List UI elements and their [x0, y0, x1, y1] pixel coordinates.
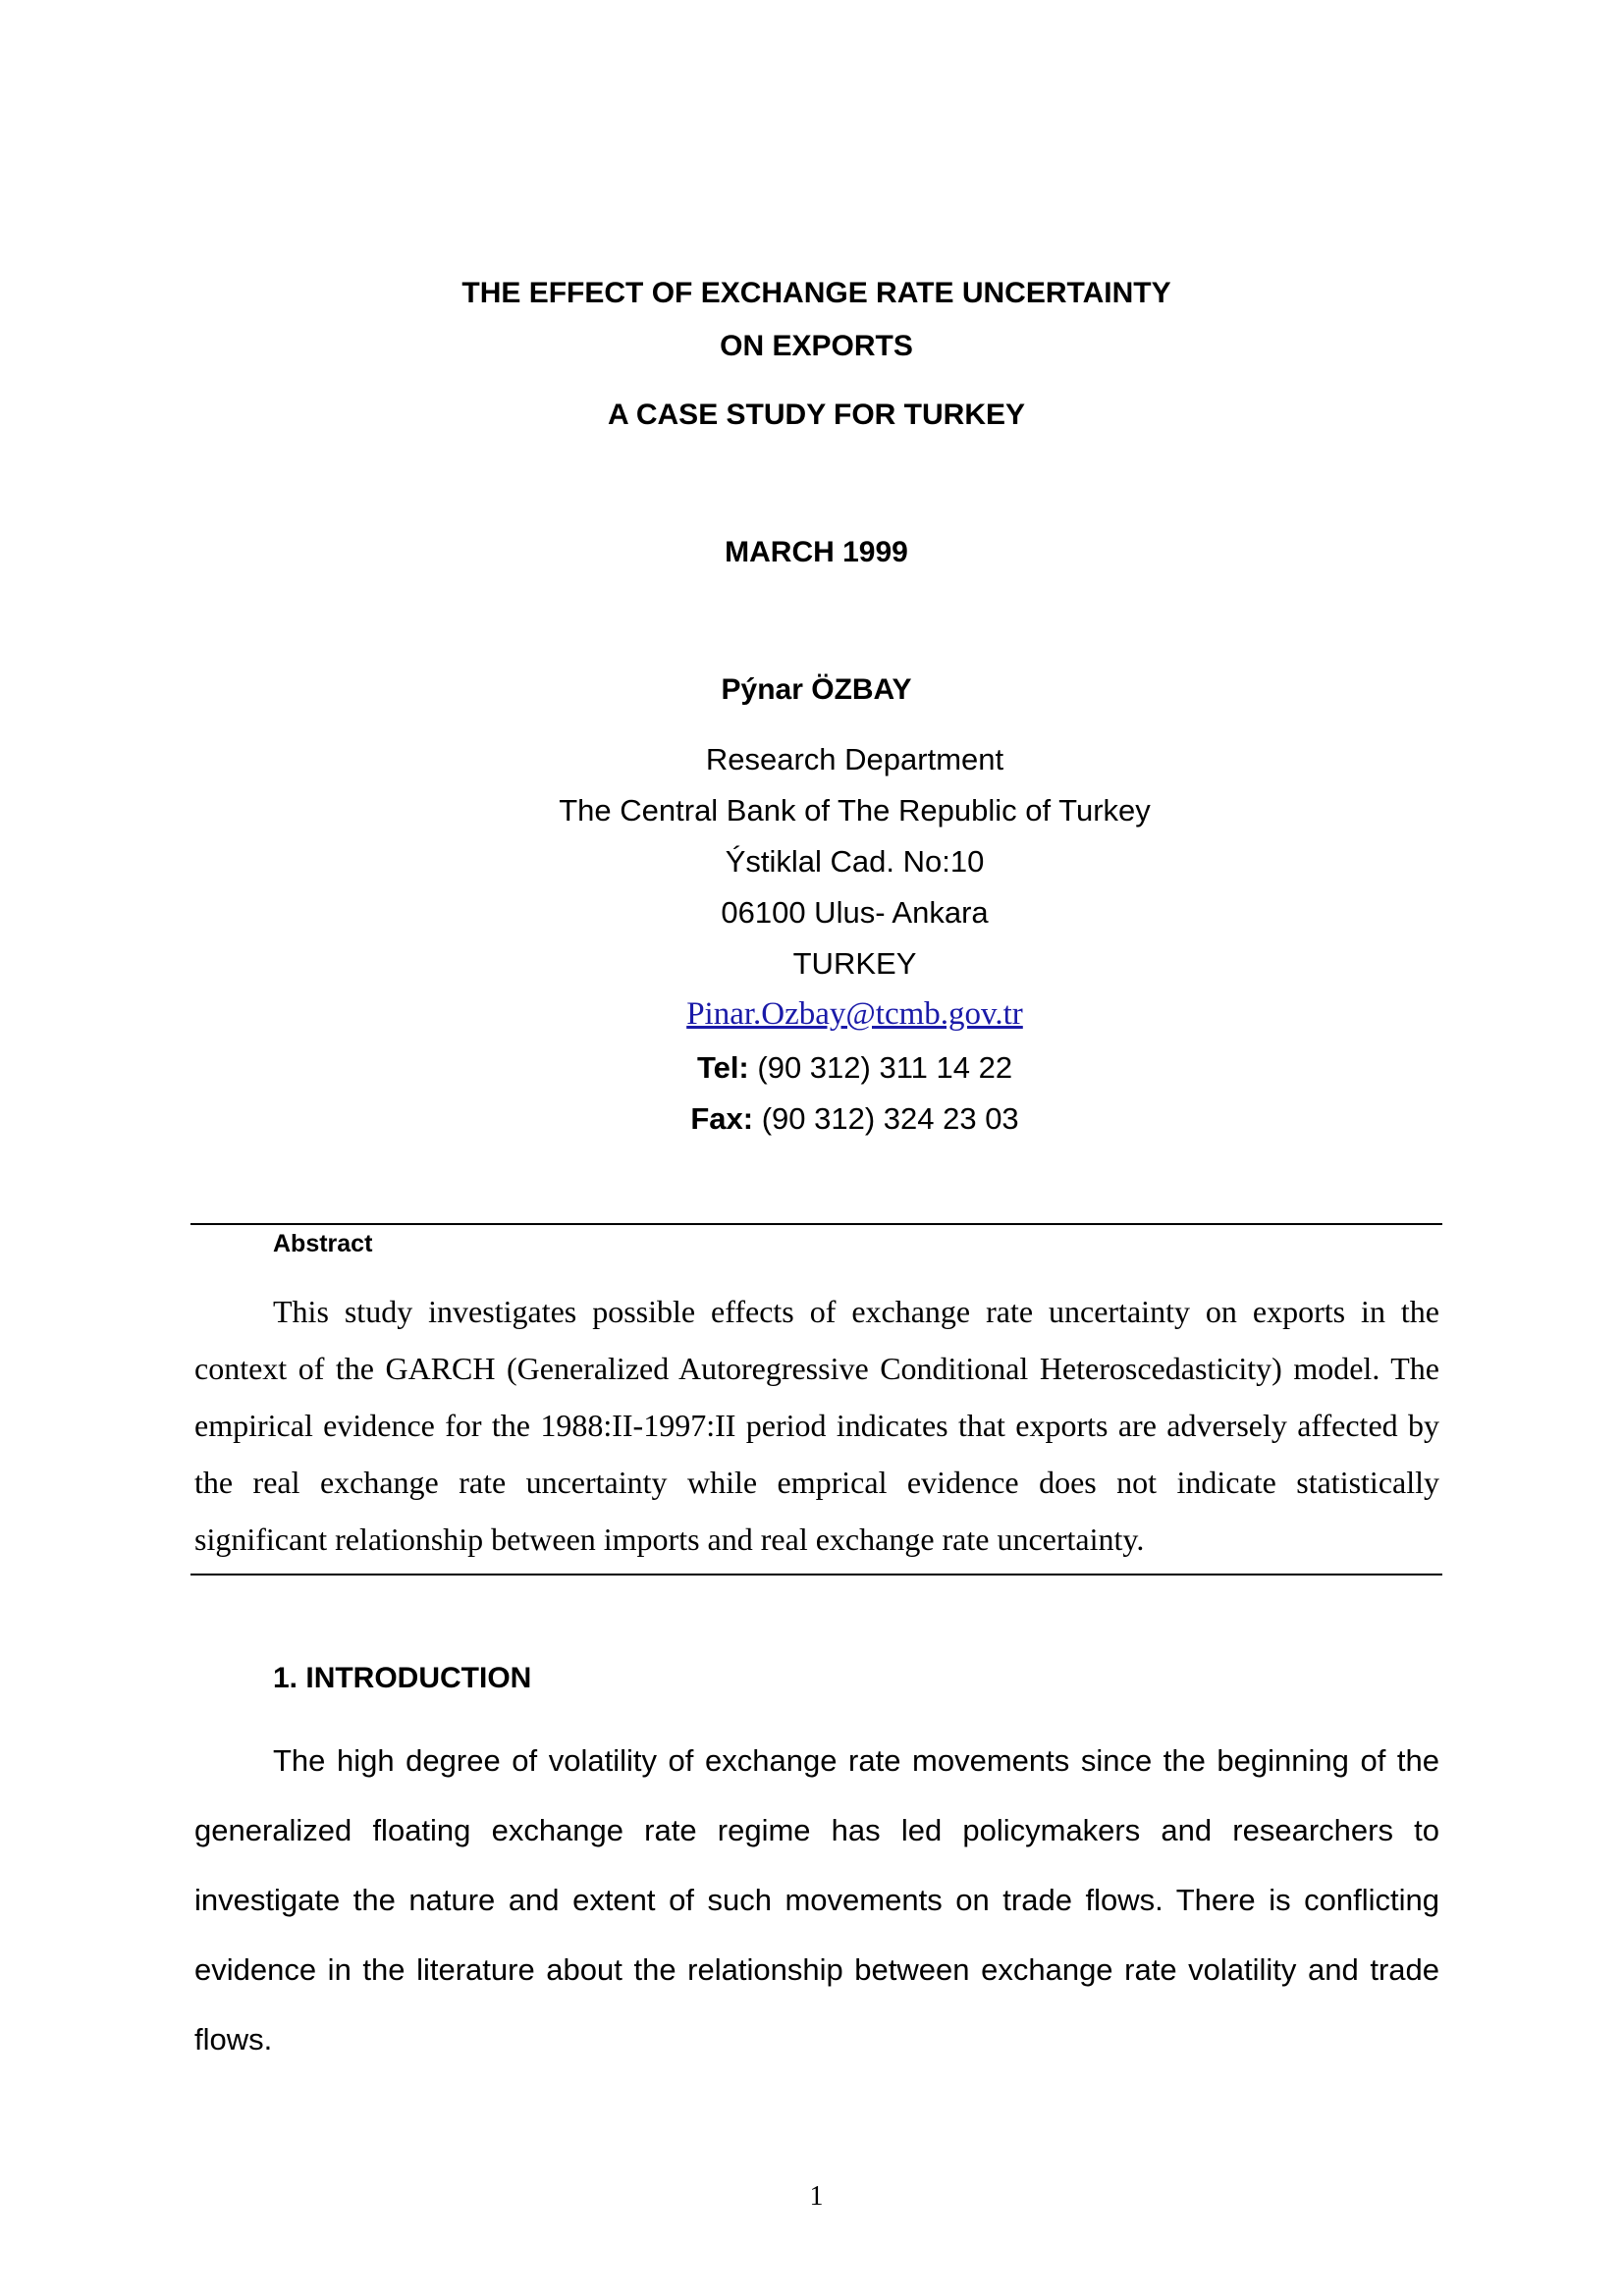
abstract-bottom-rule [190, 1574, 1442, 1575]
author-city: 06100 Ulus- Ankara [721, 895, 989, 930]
paper-date: MARCH 1999 [725, 536, 908, 568]
abstract-label: Abstract [273, 1230, 373, 1257]
author-name: Pýnar ÖZBAY [721, 673, 912, 706]
introduction-paragraph: The high degree of volatility of exchange rate movements since the beginning of the generalized floating exchange rate regime has led policymakers and researchers to investigate the nature and extent of such movements on trade flows. There is conflicting evidence in the literature about the relationship between exchange rate volatility and trade flows. [194, 1743, 1439, 2056]
author-telephone [0, 1050, 1623, 1086]
telephone-number: (90 312) 311 14 22 [757, 1050, 1013, 1085]
telephone-label: Tel: [696, 1050, 749, 1085]
abstract-text: This study investigates possible effects of exchange rate uncertainty on exports in the context of the GARCH (Generalized Autoregressive Conditional Heteroscedasticity) model. The empirical evidence for the 1988:II-1997:II period indicates that exports are adversely affected by the real exchange rate uncertainty while emprical evidence does not indicate statistically significant relationship between imports and real exchange rate uncertainty. [194, 1294, 1439, 1557]
introduction-heading: 1. INTRODUCTION [273, 1662, 532, 1694]
author-street: Ýstiklal Cad. No:10 [725, 844, 985, 879]
paper-title-line-2: ON EXPORTS [720, 330, 913, 362]
author-country: TURKEY [792, 946, 917, 981]
fax-number: (90 312) 324 23 03 [761, 1101, 1019, 1136]
author-email-link[interactable]: Pinar.Ozbay@tcmb.gov.tr [686, 996, 1023, 1032]
page-number: 1 [809, 2181, 824, 2212]
author-institution: The Central Bank of The Republic of Turkey [559, 793, 1151, 828]
paper-title-line-1: THE EFFECT OF EXCHANGE RATE UNCERTAINTY [461, 277, 1171, 309]
abstract-top-rule [190, 1223, 1442, 1225]
fax-label: Fax: [690, 1101, 754, 1136]
author-fax [0, 1101, 1623, 1137]
paper-subtitle: A CASE STUDY FOR TURKEY [607, 399, 1026, 431]
author-department: Research Department [705, 742, 1004, 776]
